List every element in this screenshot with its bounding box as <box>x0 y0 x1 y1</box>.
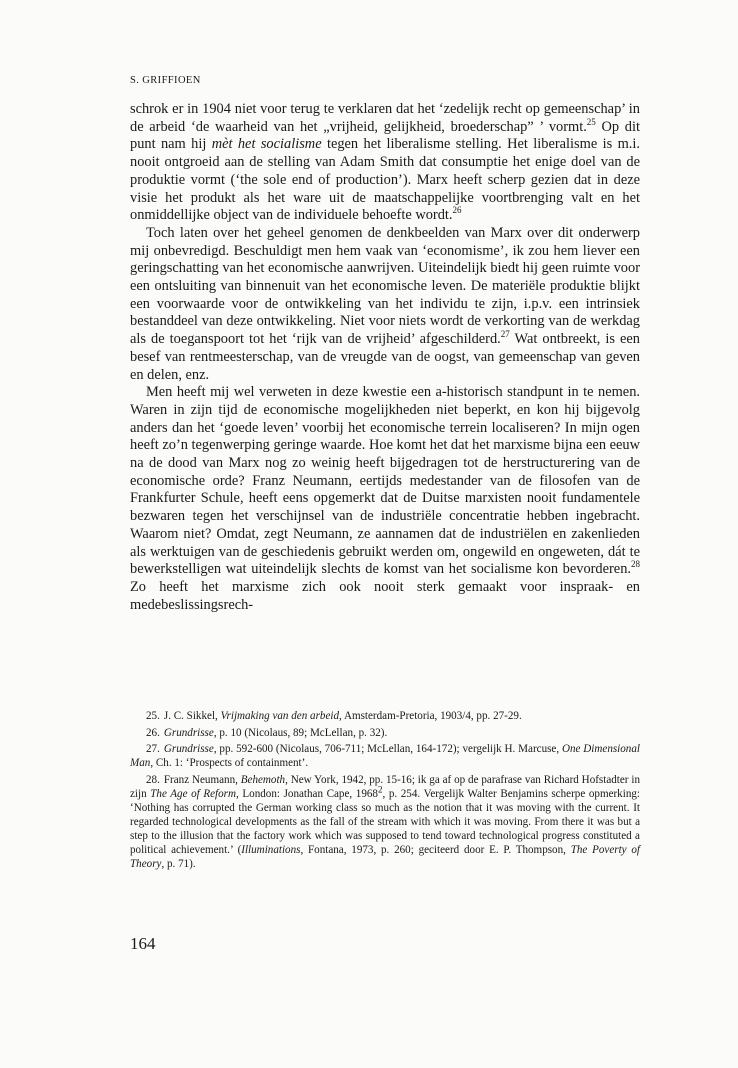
italic-run: Illuminations <box>241 843 301 856</box>
footnote-ref: 2 <box>377 783 383 794</box>
footnote-ref: 28 <box>631 559 640 570</box>
footnote-number: 27. <box>146 743 160 755</box>
paragraph: schrok er in 1904 niet voor terug te verklaren dat het ‘zedelijk recht op gemeenschap’ in de arbeid ‘de waarheid van het „vrijheid, gelijkheid, broederschap” ’ vormt.$^{25}$ Op dit punt nam hij mèt het socialisme tegen het liberalisme stelling. Het liberalisme is m.i. nooit ontgroeid aan de stelling van Adam Smith dat consumptie het enige doel van de produktie vormt (‘the sole end of production’). Marx heeft scherp gezien dat in deze visie het produkt als het ware uit de maatschappelijke voortbrenging valt en het onmiddellijke object van de individuele behoefte wordt.$^{26}$ <box>130 101 640 224</box>
footnote-25 <box>130 709 640 723</box>
footnote-text: Franz Neumann, Behemoth, New York, 1942, pp. 15-16; ik ga af op de parafrase van Richard Hofstadter in zijn The Age of Reform, London: Jonathan Cape, 1968$^2$, p. 254. Vergelijk Walter Benjamins scherpe opmerking: ‘Nothing has corrupted the German working class so much as the notion that it was moving with the current. It regarded technological developments as the fall of the stream with which it was moving. From there it was but a step to the illusion that the factory work which was supposed to tend toward technological progress constituted a political achievement.’ (Illuminations, Fontana, 1973, p. 260; geciteerd door E. P. Thompson, The Poverty of Theory, p. 71). <box>130 773 641 870</box>
footnote-28 <box>130 773 640 871</box>
footnotes <box>130 709 640 873</box>
paragraph: Men heeft mij wel verweten in deze kwestie een a-historisch standpunt in te nemen. Waren in zijn tijd de economische mogelijkheden niet beperkt, en kon hij bijgevolg anders dan het ‘goede leven’ voorbij het economische terrein localiseren? In mijn ogen heeft zo’n tegenwerping geringe waarde. Hoe komt het dat het marxisme bijna een eeuw na de dood van Marx nog zo weinig heeft bijgedragen tot de herstructurering van de economische orde? Franz Neumann, eertijds medestander van de filosofen van de Frankfurter Schule, heeft eens opgemerkt dat de Duitse marxisten nooit fundamentele bezwaren tegen het verschijnsel van de industriële concentratie hebben ingebracht. Waarom niet? Omdat, zegt Neumann, ze aannamen dat de industriëlen en zakenlieden als werktuigen van de geschiedenis gebruikt werden om, ongewild en ongeweten, dát te bewerkstelligen wat uiteindelijk slechts de komst van het socialisme kon bevorderen.$^{28}$ Zo heeft het marxisme zich ook nooit sterk gemaakt voor inspraak- en medebeslissingsrech- <box>130 384 640 613</box>
italic-run: The Poverty of Theory <box>130 843 641 870</box>
footnote-ref: 27 <box>500 329 510 340</box>
footnote-27 <box>130 742 640 770</box>
italic-run: Behemoth <box>240 773 286 786</box>
running-head: S. GRIFFIOEN <box>130 75 201 86</box>
body-text <box>130 101 640 614</box>
footnote-number: 25. <box>146 710 160 722</box>
footnote-ref: 26 <box>452 205 462 216</box>
italic-run: Grundrisse <box>163 726 214 739</box>
footnote-number: 28. <box>146 773 160 786</box>
italic-run: mèt het socialisme <box>211 136 322 153</box>
footnote-26 <box>130 726 640 740</box>
footnote-ref: 25 <box>586 116 596 127</box>
footnote-number: 26. <box>146 726 160 739</box>
paragraph: Toch laten over het geheel genomen de denkbeelden van Marx over dit onderwerp mij onbevredigd. Beschuldigt men hem vaak van ‘economisme’, ik zou hem liever een geringschatting van het economische aanwrijven. Uiteindelijk biedt hij geen ruimte voor een ontsluiting van binnenuit van het economische leven. De materiële produktie blijkt een voorwaarde voor de ontwikkeling van het individu te zijn, i.p.v. een intrinsiek bestanddeel van deze ontwikkeling. Niet voor niets wordt de verkorting van de werkdag als de toeganspoort tot het ‘rijk van de vrijheid’ afgeschilderd.$^{27}$ Wat ontbreekt, is een besef van rentmeesterschap, van de vreugde van de oogst, van gemeenschap van geven en delen, enz. <box>130 224 640 383</box>
italic-run: Vrijmaking van den arbeid <box>220 710 340 722</box>
footnote-text: J. C. Sikkel, Vrijmaking van den arbeid, Amsterdam-Pretoria, 1903/4, pp. 27-29. <box>163 710 522 722</box>
italic-run: The Age of Reform <box>150 787 237 800</box>
page-number: 164 <box>130 934 156 953</box>
italic-run: Grundrisse <box>163 743 214 755</box>
footnote-text: Grundrisse, pp. 592-600 (Nicolaus, 706-711; McLellan, 164-172); vergelijk H. Marcuse, One Dimensional Man, Ch. 1: ‘Prospects of containment’. <box>130 743 640 769</box>
italic-run: One Dimensional Man <box>130 743 640 769</box>
footnote-text: Grundrisse, p. 10 (Nicolaus, 89; McLellan, p. 32). <box>163 726 388 739</box>
